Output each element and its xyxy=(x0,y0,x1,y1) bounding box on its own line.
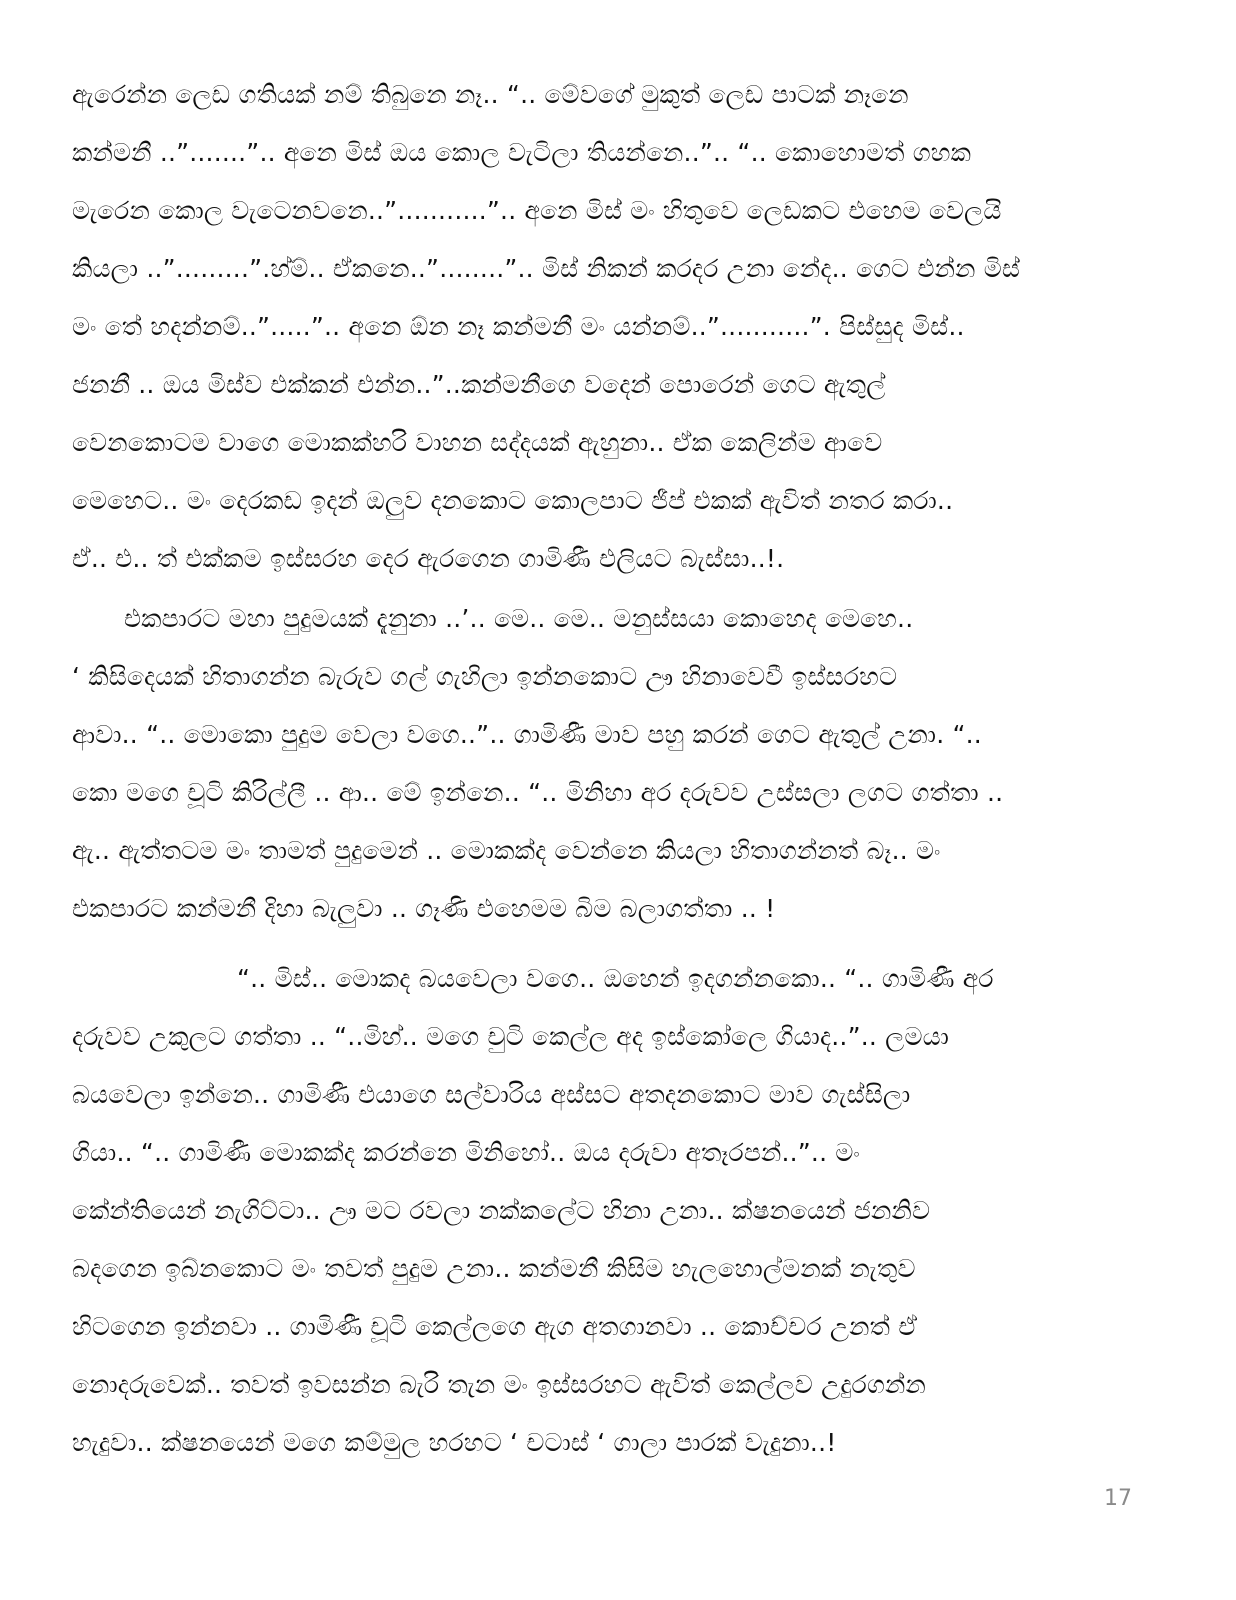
text-line: එකපාරට මහා පුදුමයක් දැනුනා ..’.. මෙ.. මෙ.. මනුස්සයා කොහෙද මෙහෙ.. xyxy=(124,604,914,633)
text-line: වෙනකොටම වාගෙ මොකක්හරි වාහන සද්දයක් ඇහුනා.. ඒක කෙලින්ම ආවෙ xyxy=(72,428,883,457)
text-line: ජනනී .. ඔය මිස්ව එක්කන් එන්න..”..කන්මනීගෙ වදෙන් පොරෙන් ගෙට ඇතුල් xyxy=(72,370,886,399)
page-number: 17 xyxy=(1104,1486,1132,1511)
text-line: එකපාරට කන්මනී දිහා බැලුවා .. ගෑණි එහෙමම බිම බලාගත්තා .. ! xyxy=(72,894,776,923)
text-line: මං තේ හදන්නම්..”.....”.. අනෙ ඕන නෑ කන්මනී මං යන්නම්..”...........”. පිස්සුද මිස්.. xyxy=(72,312,965,341)
text-line: කො මගෙ චූටි කිරිල්ලී .. ආ.. මේ ඉන්නෙ.. “.. මිනිහා අර දරුවව උස්සලා ලගට ගත්තා .. xyxy=(72,778,1004,807)
text-line: හිටගෙන ඉන්නවා .. ගාමිණී චූටි කෙල්ලගෙ ඇග අතගානවා .. කොච්චර උනත් ඒ xyxy=(72,1312,918,1341)
text-line: දරුවව උකුලට ගත්තා .. “..මිහ්.. මගෙ චුටි කෙල්ල අද ඉස්කෝලෙ ගියාද..”.. ලමයා xyxy=(72,1022,950,1051)
text-line: කේන්තියෙන් නැගිට්ටා.. ඌ මට රවලා නක්කලේට හිනා උනා.. ක්ෂනයෙන් ජනනිව xyxy=(72,1196,931,1225)
paragraph-1 xyxy=(72,66,1164,588)
text-line: “.. මිස්.. මොකද බයවෙලා වගෙ.. ඔහෙන් ඉදගන්නකො.. “.. ගාමිණී අර xyxy=(237,964,994,993)
text-line: කියලා ..”.........”.හ්ම්.. ඒකනෙ..”........”.. මිස් නිකන් කරදර උනා නේද.. ගෙට එන්න මිස් xyxy=(72,254,1021,283)
text-line: ඇරෙන්න ලෙඩ ගතියක් නම් තිබුනෙ නෑ.. “.. මේවගේ මුකුත් ලෙඩ පාටක් නෑනෙ xyxy=(72,80,909,109)
text-line: මැරෙන කොල වැටෙනවනෙ..”...........”.. අනෙ මිස් මං හිතුවෙ ලෙඩකට එහෙම වෙලයි xyxy=(72,196,1002,225)
text-line: කන්මනී ..”.......”.. අනෙ මිස් ඔය කොල වැටිලා තියන්නෙ..”.. “.. කොහොමත් ගහක xyxy=(72,138,972,167)
paragraph-2 xyxy=(72,590,1164,938)
text-line: ආවා.. “.. මොකො පුදුම වෙලා වගෙ..”.. ගාමිණී මාව පහු කරන් ගෙට ඇතුල් උනා. “.. xyxy=(72,720,982,749)
text-line: මෙහෙට.. මං දෙරකඩ ඉදන් ඔලුව දනකොට කොලපාට ජීප් එකක් ඇවිත් නතර කරා.. xyxy=(72,486,954,515)
text-line: ඒ.. එ.. ත් එක්කම ඉස්සරහ දෙර ඇරගෙන ගාමිණී එලියට බැස්සා..!. xyxy=(72,544,785,573)
text-line: හැදුවා.. ක්ෂනයෙන් මගෙ කම්මුල හරහට ‘ චටාස් ‘ ගාලා පාරක් වැදුනා..! xyxy=(72,1428,837,1457)
text-line: නොදරුවෙක්.. තවත් ඉවසන්න බැරි තැන මං ඉස්සරහට ඇවිත් කෙල්ලව උදුරගන්න xyxy=(72,1370,927,1399)
text-line: ගියා.. “.. ගාමිණී මොකක්ද කරන්නෙ මිනිහෝ.. ඔය දරුවා අතෑරපන්..”.. මං xyxy=(72,1138,860,1167)
text-line: බදගෙන ඉබ්නකොට මං තවත් පුදුම උනා.. කන්මනී කිසිම හැලහොල්මනක් නැතුව xyxy=(72,1254,916,1283)
paragraph-3 xyxy=(72,950,1164,1472)
text-line: ඇ.. ඇත්තටම මං තාමත් පුදුමෙන් .. මොකක්ද වෙන්නෙ කියලා හිතාගන්නත් බෑ.. මං xyxy=(72,836,941,865)
text-line: බයවෙලා ඉන්නෙ.. ගාමිණී එයාගෙ සල්වාරිය අස්සට අතදනකොට මාව ගැස්සිලා xyxy=(72,1080,911,1109)
text-line: ‘ කිසිදෙයක් හිතාගන්න බැරුව ගල් ගැහිලා ඉන්නකොට ඌ හිනාවෙවී ඉස්සරහට xyxy=(72,662,898,691)
